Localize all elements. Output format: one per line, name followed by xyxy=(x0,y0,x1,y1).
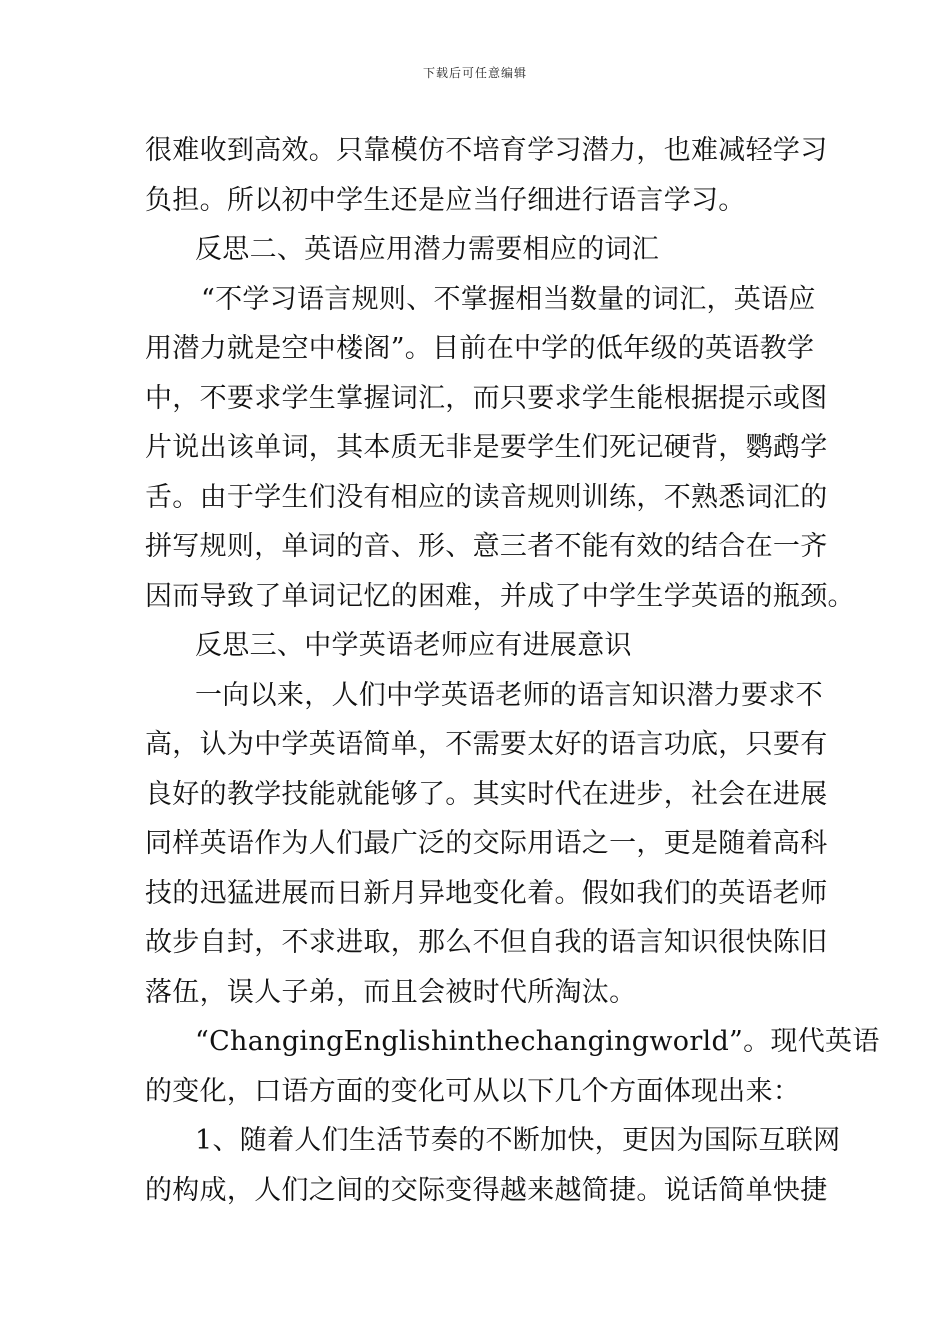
text-line: “不学习语言规则、不掌握相当数量的词汇，英语应 xyxy=(201,283,816,315)
text-line: 负担。所以初中学生还是应当仔细进行语言学习。 xyxy=(145,184,746,216)
text-line: 片说出该单词，其本质无非是要学生们死记硬背，鹦鹉学 xyxy=(145,432,828,463)
page-header: 下载后可任意编辑 xyxy=(422,66,527,80)
text-line: 因而导致了单词记忆的困难，并成了中学生学英语的瓶颈。 xyxy=(145,580,855,612)
text-line: 很难收到高效。只靠模仿不培育学习潜力，也难减轻学习 xyxy=(145,135,828,166)
text-line: 的变化，口语方面的变化可从以下几个方面体现出来： xyxy=(145,1075,801,1107)
text-line: 故步自封，不求进取，那么不但自我的语言知识很快陈旧 xyxy=(145,927,828,958)
section-heading: 反思三、中学英语老师应有进展意识 xyxy=(195,630,632,661)
text-line: 拼写规则，单词的音、形、意三者不能有效的结合在一齐 xyxy=(145,531,828,562)
text-line: 用潜力就是空中楼阁”。目前在中学的低年级的英语教学 xyxy=(145,333,815,364)
text-line: 技的迅猛进展而日新月异地变化着。假如我们的英语老师 xyxy=(145,877,828,909)
text-line: 良好的教学技能就能够了。其实时代在进步，社会在进展 xyxy=(145,778,828,810)
document-body xyxy=(145,126,880,1215)
text-line: 1、随着人们生活节奏的不断加快，更因为国际互联网 xyxy=(195,1125,841,1156)
text-line: 落伍，误人子弟，而且会被时代所淘汰。 xyxy=(145,976,637,1008)
text-line: 舌。由于学生们没有相应的读音规则训练，不熟悉词汇的 xyxy=(145,481,828,513)
text-line: 的构成，人们之间的交际变得越来越简捷。说话简单快捷 xyxy=(145,1174,828,1206)
text-line: “ChangingEnglishinthechangingworld”。现代英语 xyxy=(195,1026,880,1057)
text-line: 一向以来，人们中学英语老师的语言知识潜力要求不 xyxy=(195,679,823,711)
text-line: 同样英语作为人们最广泛的交际用语之一，更是随着高科 xyxy=(145,828,828,859)
section-heading: 反思二、英语应用潜力需要相应的词汇 xyxy=(195,234,660,265)
text-line: 中，不要求学生掌握词汇，而只要求学生能根据提示或图 xyxy=(145,382,828,414)
text-line: 高，认为中学英语简单，不需要太好的语言功底，只要有 xyxy=(145,729,828,760)
